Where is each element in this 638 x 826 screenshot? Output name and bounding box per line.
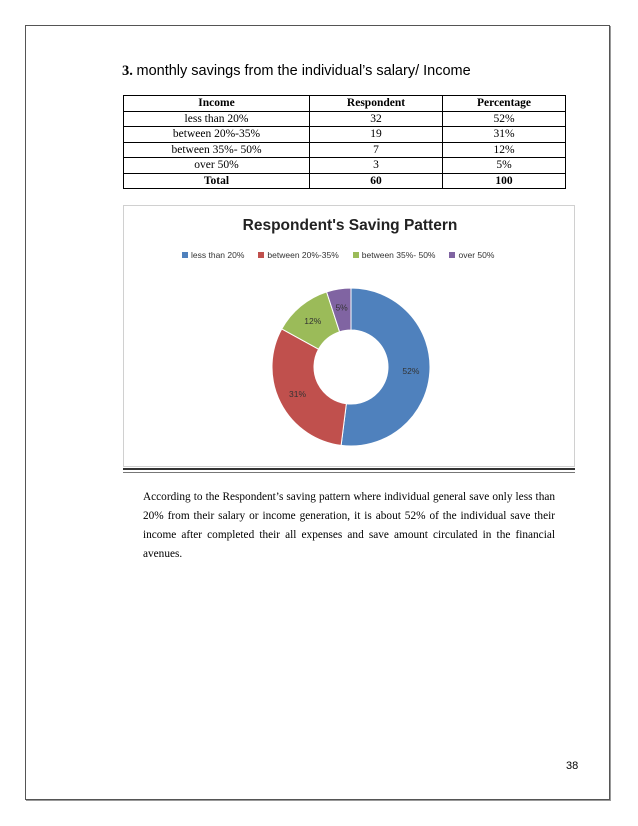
header-respondent: Respondent bbox=[310, 96, 443, 112]
section-number: 3. bbox=[122, 63, 133, 79]
table-cell: 7 bbox=[310, 142, 443, 158]
header-income: Income bbox=[124, 96, 310, 112]
table-row bbox=[124, 111, 566, 127]
total-percentage: 100 bbox=[443, 173, 566, 189]
savings-table bbox=[123, 95, 566, 189]
table-row bbox=[124, 158, 566, 174]
table-cell: over 50% bbox=[124, 158, 310, 174]
table-row bbox=[124, 142, 566, 158]
slice-data-label: 12% bbox=[304, 315, 322, 326]
table-cell: 12% bbox=[443, 142, 566, 158]
slice-data-label: 31% bbox=[289, 389, 307, 400]
donut-slice bbox=[272, 329, 346, 445]
donut-chart bbox=[123, 205, 575, 467]
legend-label: between 20%-35% bbox=[267, 250, 339, 260]
table-total-row bbox=[124, 173, 566, 189]
section-heading bbox=[122, 63, 471, 80]
legend-label: over 50% bbox=[458, 250, 495, 260]
table-cell: 3 bbox=[310, 158, 443, 174]
total-label: Total bbox=[124, 173, 310, 189]
table-cell: 5% bbox=[443, 158, 566, 174]
table-row bbox=[124, 127, 566, 143]
table-cell: less than 20% bbox=[124, 111, 310, 127]
header-percentage: Percentage bbox=[443, 96, 566, 112]
slice-data-label: 52% bbox=[402, 365, 420, 376]
chart-divider bbox=[123, 468, 575, 470]
legend-label: less than 20% bbox=[191, 250, 245, 260]
table-cell: 19 bbox=[310, 127, 443, 143]
table-cell: between 20%-35% bbox=[124, 127, 310, 143]
body-paragraph: According to the Respondent’s saving pattern where individual general save only less than 20% from their salary or income generation, it is about 52% of the individual save their income after completed their all expenses and save amount circulated in the financial avenues. bbox=[143, 491, 555, 560]
donut-svg bbox=[124, 206, 576, 468]
total-respondent: 60 bbox=[310, 173, 443, 189]
legend-label: between 35%- 50% bbox=[361, 250, 436, 260]
table-cell: 31% bbox=[443, 127, 566, 143]
chart-divider-thin bbox=[123, 472, 575, 473]
page-number: 38 bbox=[566, 760, 579, 772]
table-header-row bbox=[124, 96, 566, 112]
table-cell: 32 bbox=[310, 111, 443, 127]
table-cell: between 35%- 50% bbox=[124, 142, 310, 158]
chart-title: Respondent's Saving Pattern bbox=[242, 217, 458, 234]
table-cell: 52% bbox=[443, 111, 566, 127]
section-title: monthly savings from the individual’s salary/ Income bbox=[136, 63, 471, 79]
slice-data-label: 5% bbox=[335, 302, 348, 313]
